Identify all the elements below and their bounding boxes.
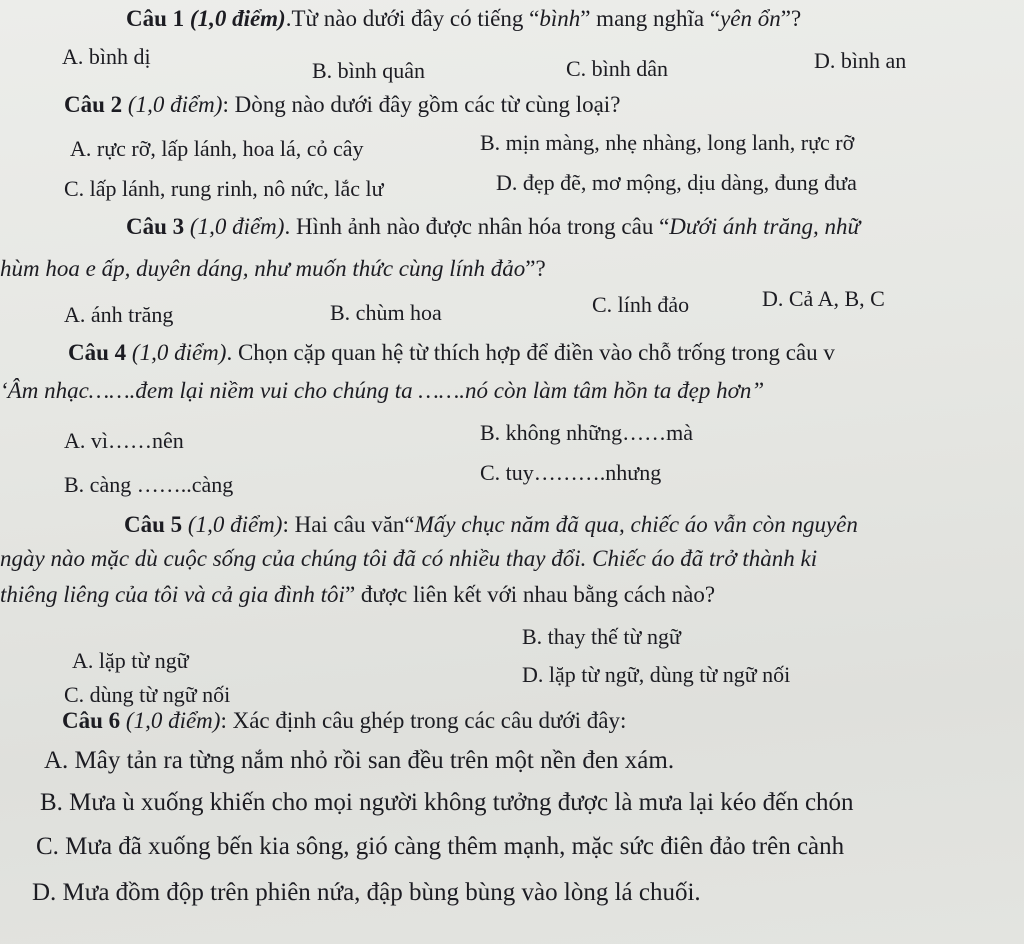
q1-points: (1,0 điểm) bbox=[184, 6, 286, 31]
q5-option-a: A. lặp từ ngữ bbox=[72, 648, 189, 673]
q1-em2: yên ổn bbox=[720, 6, 781, 31]
q1-option-a: A. bình dị bbox=[62, 44, 151, 69]
q2-option-c: C. lấp lánh, rung rinh, nô nức, lắc lư bbox=[64, 176, 384, 201]
q1-stem bbox=[126, 6, 801, 32]
q5-text: : Hai câu văn“ bbox=[282, 512, 415, 537]
q5-stem bbox=[124, 512, 858, 538]
q6-head: Câu 6 bbox=[62, 708, 121, 733]
q6-text: : Xác định câu ghép trong các câu dưới đây: bbox=[220, 708, 627, 733]
q6-points: (1,0 điểm) bbox=[120, 708, 221, 733]
q1-text: .Từ nào dưới đây có tiếng “ bbox=[285, 6, 540, 31]
q5-quote3: thiêng liêng của tôi và cả gia đình tôi bbox=[0, 582, 345, 607]
q3-option-a: A. ánh trăng bbox=[64, 302, 174, 327]
q1-option-d: D. bình an bbox=[814, 48, 907, 73]
q3-option-d: D. Cả A, B, C bbox=[762, 286, 885, 311]
q5-option-c: C. dùng từ ngữ nối bbox=[64, 682, 231, 707]
q2-points: (1,0 điểm) bbox=[122, 92, 223, 117]
q3-quote1: Dưới ánh trăng, nhữ bbox=[669, 214, 861, 239]
q5-quote1: Mấy chục năm đã qua, chiếc áo vẫn còn nguyên bbox=[414, 512, 858, 537]
q3-end: ”? bbox=[525, 256, 546, 281]
q4-quote: ‘Âm nhạc…….đem lại niềm vui cho chúng ta …….nó còn làm tâm hồn ta đẹp hơn” bbox=[0, 378, 765, 403]
q6-option-a: A. Mây tản ra từng nắm nhỏ rồi san đều trên một nền đen xám. bbox=[44, 747, 675, 774]
q2-option-b: B. mịn màng, nhẹ nhàng, long lanh, rực rỡ bbox=[480, 130, 855, 155]
q5-stem-cont bbox=[0, 582, 715, 608]
q4-option-a: A. vì……nên bbox=[64, 428, 184, 453]
q1-head: Câu 1 bbox=[126, 6, 185, 31]
q3-option-c: C. lính đảo bbox=[592, 292, 690, 317]
q6-option-c: C. Mưa đã xuống bến kia sông, gió càng thêm mạnh, mặc sức điên đảo trên cành bbox=[36, 833, 845, 860]
q5-option-d: D. lặp từ ngữ, dùng từ ngữ nối bbox=[522, 662, 791, 687]
q3-text: . Hình ảnh nào được nhân hóa trong câu “ bbox=[284, 214, 670, 239]
q4-points: (1,0 điểm) bbox=[126, 340, 227, 365]
q1-option-c: C. bình dân bbox=[566, 56, 669, 81]
q1-end: ”? bbox=[780, 6, 802, 31]
q5-points: (1,0 điểm) bbox=[182, 512, 283, 537]
q6-option-d: D. Mưa đồm độp trên phiên nứa, đập bùng bùng vào lòng lá chuối. bbox=[32, 879, 701, 906]
q3-points: (1,0 điểm) bbox=[184, 214, 285, 239]
q3-stem-cont bbox=[0, 256, 546, 282]
q3-quote2: hùm hoa e ấp, duyên dáng, như muốn thức cùng lính đảo bbox=[0, 256, 526, 281]
q4-option-b: B. không những……mà bbox=[480, 420, 693, 445]
q4-option-d: C. tuy……….nhưng bbox=[480, 460, 662, 485]
q5-end: ” được liên kết với nhau bằng cách nào? bbox=[344, 582, 716, 607]
q2-head: Câu 2 bbox=[64, 92, 123, 117]
q1-option-b: B. bình quân bbox=[312, 58, 426, 83]
q4-option-c: B. càng ……..càng bbox=[64, 472, 234, 497]
q5-option-b: B. thay thế từ ngữ bbox=[522, 624, 681, 649]
q6-option-b: B. Mưa ù xuống khiến cho mọi người không tưởng được là mưa lại kéo đến chón bbox=[40, 789, 854, 816]
q4-head: Câu 4 bbox=[68, 340, 127, 365]
q2-text: : Dòng nào dưới đây gồm các từ cùng loại? bbox=[222, 92, 621, 117]
q3-option-b: B. chùm hoa bbox=[330, 300, 442, 325]
q2-option-a: A. rực rỡ, lấp lánh, hoa lá, cỏ cây bbox=[70, 136, 364, 161]
q6-stem bbox=[62, 708, 626, 734]
q5-quote2: ngày nào mặc dù cuộc sống của chúng tôi đã có nhiều thay đổi. Chiếc áo đã trở thành ki bbox=[0, 546, 818, 571]
q1-em1: bình bbox=[539, 6, 581, 31]
q5-head: Câu 5 bbox=[124, 512, 183, 537]
q2-option-d: D. đẹp đẽ, mơ mộng, dịu dàng, đung đưa bbox=[496, 170, 857, 195]
q4-stem bbox=[68, 340, 835, 366]
q3-head: Câu 3 bbox=[126, 214, 185, 239]
q1-mid: ” mang nghĩa “ bbox=[580, 6, 721, 31]
q2-stem bbox=[64, 92, 620, 118]
q4-text: . Chọn cặp quan hệ từ thích hợp để điền vào chỗ trống trong câu v bbox=[226, 340, 835, 365]
q3-stem bbox=[126, 214, 860, 240]
